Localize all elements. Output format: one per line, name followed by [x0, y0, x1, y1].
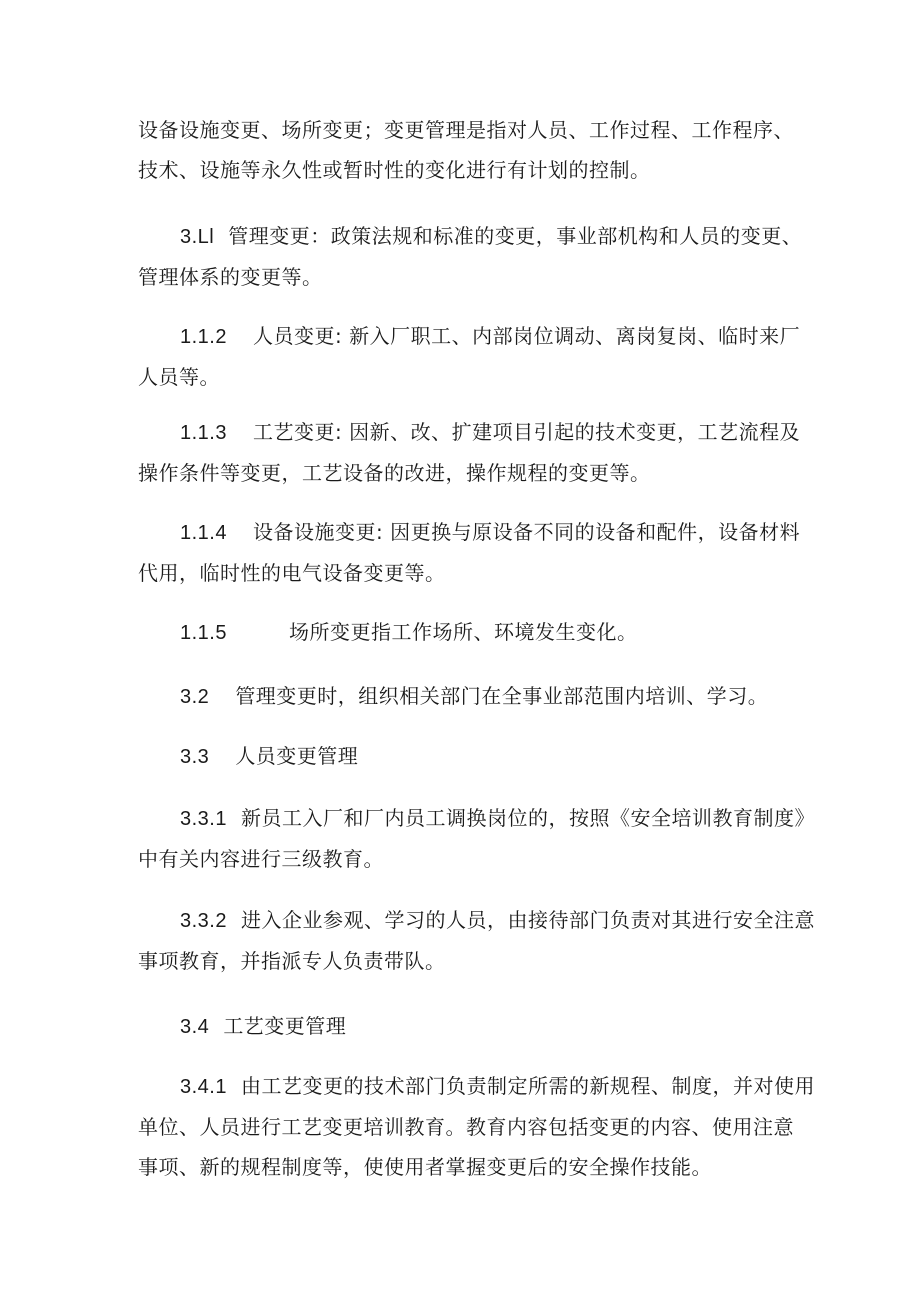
paragraph-3-1-1 — [138, 216, 803, 297]
paragraph-text: 设备设施变更: 因更换与原设备不同的设备和配件，设备材料 — [252, 520, 801, 544]
paragraph-text: 工艺变更: 因新、改、扩建项目引起的技术变更，工艺流程及 — [252, 420, 801, 444]
section-number: 1.1.5 — [180, 622, 227, 644]
paragraph-text: 场所变更指工作场所、环境发生变化。 — [288, 620, 638, 644]
section-number: 1.1.2 — [180, 326, 227, 348]
paragraph-intro — [138, 110, 794, 190]
paragraph-line: 单位、人员进行工艺变更培训教育。教育内容包括变更的内容、使用注意 — [138, 1115, 794, 1139]
section-number: 3.2 — [180, 686, 210, 708]
paragraph-line: 事项、新的规程制度等，使使用者掌握变更后的安全操作技能。 — [138, 1155, 712, 1179]
paragraph-line: 设备设施变更、场所变更；变更管理是指对人员、工作过程、工作程序、 — [138, 118, 794, 142]
section-number: 3.Ll — [180, 226, 215, 248]
paragraph-line: 管理体系的变更等。 — [138, 265, 323, 289]
section-number: 3.3.1 — [180, 808, 227, 830]
paragraph-3-4 — [138, 1006, 788, 1047]
paragraph-1-1-4 — [138, 512, 801, 593]
paragraph-line: 代用，临时性的电气设备变更等。 — [138, 561, 446, 585]
paragraph-text: 新员工入厂和厂内员工调换岗位的，按照《安全培训教育制度》 — [240, 806, 815, 830]
paragraph-text: 进入企业参观、学习的人员，由接待部门负责对其进行安全注意 — [240, 908, 815, 932]
paragraph-text: 人员变更: 新入厂职工、内部岗位调动、离岗复岗、临时来厂 — [252, 324, 801, 348]
paragraph-line: 操作条件等变更，工艺设备的改进，操作规程的变更等。 — [138, 461, 651, 485]
paragraph-3-3 — [138, 736, 788, 777]
paragraph-line: 技术、设施等永久性或暂时性的变化进行有计划的控制。 — [138, 158, 651, 182]
paragraph-text: 管理变更时，组织相关部门在全事业部范围内培训、学习。 — [235, 684, 769, 708]
section-number: 3.3.2 — [180, 910, 227, 932]
paragraph-line: 事项教育，并指派专人负责带队。 — [138, 949, 446, 973]
paragraph-1-1-2 — [138, 316, 801, 397]
paragraph-1-1-5 — [138, 612, 788, 653]
section-number: 3.3 — [180, 746, 210, 768]
paragraph-line: 中有关内容进行三级教育。 — [138, 847, 384, 871]
section-heading: 工艺变更管理 — [223, 1014, 347, 1038]
section-number: 1.1.3 — [180, 422, 227, 444]
section-number: 1.1.4 — [180, 522, 227, 544]
paragraph-3-2 — [138, 676, 788, 717]
paragraph-line: 人员等。 — [138, 365, 220, 389]
paragraph-3-4-1 — [138, 1066, 815, 1187]
paragraph-1-1-3 — [138, 412, 801, 493]
section-number: 3.4.1 — [180, 1076, 227, 1098]
section-number: 3.4 — [180, 1016, 210, 1038]
paragraph-text: 管理变更：政策法规和标准的变更，事业部机构和人员的变更、 — [228, 224, 803, 248]
paragraph-3-3-1 — [138, 798, 815, 879]
paragraph-text: 由工艺变更的技术部门负责制定所需的新规程、制度，并对使用 — [240, 1074, 815, 1098]
section-heading: 人员变更管理 — [235, 744, 359, 768]
paragraph-3-3-2 — [138, 900, 815, 981]
